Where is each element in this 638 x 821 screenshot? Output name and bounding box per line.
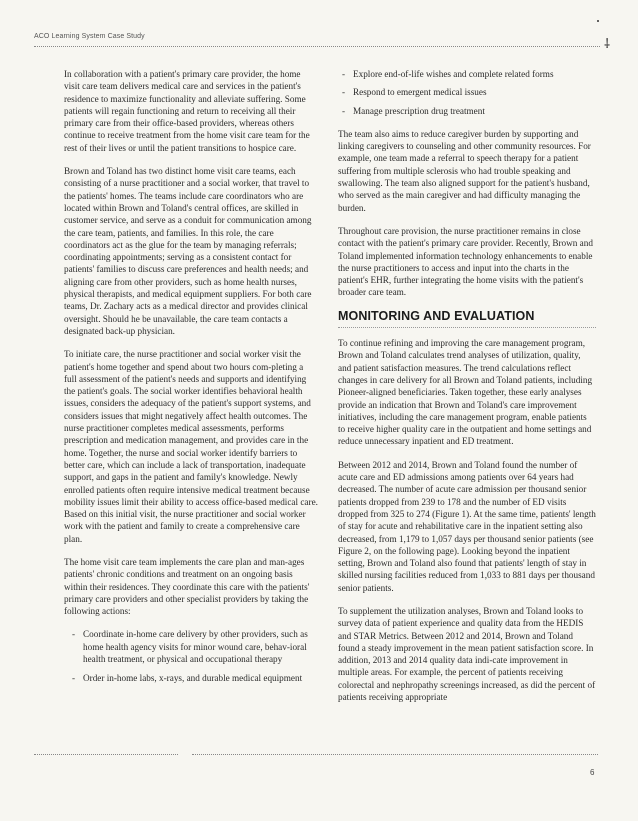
- paragraph: The home visit care team implements the care plan and man-ages patients' chronic conditions and treatment on an ongoing basis within their residences. They coordinate this care with the patients' primary care providers and other specialist providers by taking the following actions:: [64, 556, 310, 617]
- section-divider: [338, 327, 596, 328]
- paragraph: The team also aims to reduce caregiver burden by supporting and linking caregivers to counseling and other community resources. For example, one team made a referral to speech therapy for a patient suffering from multiple sclerosis who had trouble speaking and swallowing. The team also aligned support for the patient's husband, who served as the main caregiver and had difficulty managing the burden.: [338, 128, 591, 213]
- header-divider: [34, 46, 600, 47]
- paragraph: Brown and Toland has two distinct home visit care teams, each consisting of a nurse practitioner and a social worker, that travel to the patients' homes. The teams include care coordinators who are located within Brown and Toland's central offices, are skilled in customer service, and serve as a conduit for communication among the care team, patients, and families. In this role, the care coordinators act as the glue for the team by managing referrals; coordinating appointments; serving as a consistent contact for patients' families to discuss care preferences and health needs; and aligning care from other providers, such as home health nurses, physical therapists, and medical equipment suppliers. For both care teams, Dr. Zachary acts as a medical director and provides clinical oversight. Should he be unavailable, the care team contacts a designated back-up physician.: [64, 166, 312, 336]
- scan-artifact-dot: [597, 20, 599, 22]
- paragraph: To continue refining and improving the care management program, Brown and Toland calculates trend analyses of utilization, quality, and patient satisfaction measures. The trend calculations reflect changes in care delivery for all Brown and Toland patients, including Pioneer-aligned beneficiaries. Taken together, these early analyses provide an indication that Brown and Toland's care improvement initiatives, including the care management program, enable patients to receive higher quality care in the outpatient and home settings and reduce unnecessary inpatient and ED treatment.: [338, 338, 593, 447]
- running-header: ACO Learning System Case Study: [34, 33, 145, 40]
- action-list-continued: [338, 68, 596, 117]
- action-list: [64, 628, 318, 684]
- list-item: - Respond to emergent medical issues: [338, 86, 596, 98]
- paragraph: To supplement the utilization analyses, Brown and Toland looks to survey data of patient experience and quality data from the HEDIS and STAR Metrics. Between 2012 and 2014, Brown and Toland found a steady improvement in the mean patient satisfaction score. In addition, 2013 and 2014 quality data indi-cate improvement in multiple areas. For example, the percent of patients receiving colorectal and nephropathy screenings increased, as did the percent of patients receiving appropriate: [338, 605, 596, 703]
- paragraph: To initiate care, the nurse practitioner and social worker visit the patient's home together and spend about two hours com-pleting a full assessment of the patient's needs and supports and identifying the patient's goals. The social worker identifies behavioral health issues, considers the adequacy of the patient's support systems, and considers issues that might negatively affect health outcomes. The nurse practitioner completes medical assessments, performs prescription and medication management, and provides care in the home. Together, the nurse and social worker identify barriers to better care, which can include a lack of transportation, inadequate support, and gaps in the patient and family's knowledge. Newly enrolled patients often require intensive medical treatment because mobility issues limit their ability to access office-based medical care. Based on this initial visit, the nurse practitioner and social worker work with the patient and family to create a comprehensive care plan.: [64, 349, 318, 544]
- paragraph: Between 2012 and 2014, Brown and Toland found the number of acute care and ED admissions among patients over 64 years had decreased. The number of acute care admission per thousand senior patients dropped from 239 to 178 and the number of ED visits dropped from 325 to 274 (Figure 1). At the same time, patients' length of stay for acute and rehabilitative care in the inpatient setting also decreased, from 1,179 to 1,057 days per thousand senior patients (see Figure 2, on the following page). Looking beyond the inpatient setting, Brown and Toland also found that patients' length of stay in skilled nursing facilities reduced from 1,033 to 881 days per thousand senior patients.: [338, 459, 596, 593]
- list-item: - Coordinate in-home care delivery by other providers, such as home health agency visits for minor wound care, behav-ioral health treatment, or physical and occupational therapy: [64, 628, 318, 665]
- scan-artifact-mark: ⸸: [604, 37, 611, 52]
- footer-divider-right: [192, 754, 598, 755]
- page-number: 6: [590, 768, 595, 777]
- list-item: - Manage prescription drug treatment: [338, 105, 596, 117]
- list-item: - Explore end-of-life wishes and complete related forms: [338, 68, 596, 80]
- paragraph: Throughout care provision, the nurse practitioner remains in close contact with the patient's primary care provider. Recently, Brown and Toland implemented information technology enhancements to enable the nurse practitioners to access and input into the charts in the patient's EHR, further integrating the home visits with the patient's broader care team.: [338, 225, 593, 298]
- paragraph: In collaboration with a patient's primary care provider, the home visit care team delivers medical care and services in the patient's residence to maximize functionality and alleviate suffering. Some patients will regain functioning and return to receiving all their primary care from their office-based providers, whereas others continue to receive treatment from the home visit care team for the rest of their lives or until the patient transitions to hospice care.: [64, 69, 310, 153]
- left-column: [64, 68, 318, 696]
- list-item: - Order in-home labs, x-rays, and durable medical equipment: [64, 672, 318, 684]
- right-column: [338, 68, 596, 714]
- footer-divider-left: [34, 754, 178, 755]
- section-heading: MONITORING AND EVALUATION: [338, 308, 535, 323]
